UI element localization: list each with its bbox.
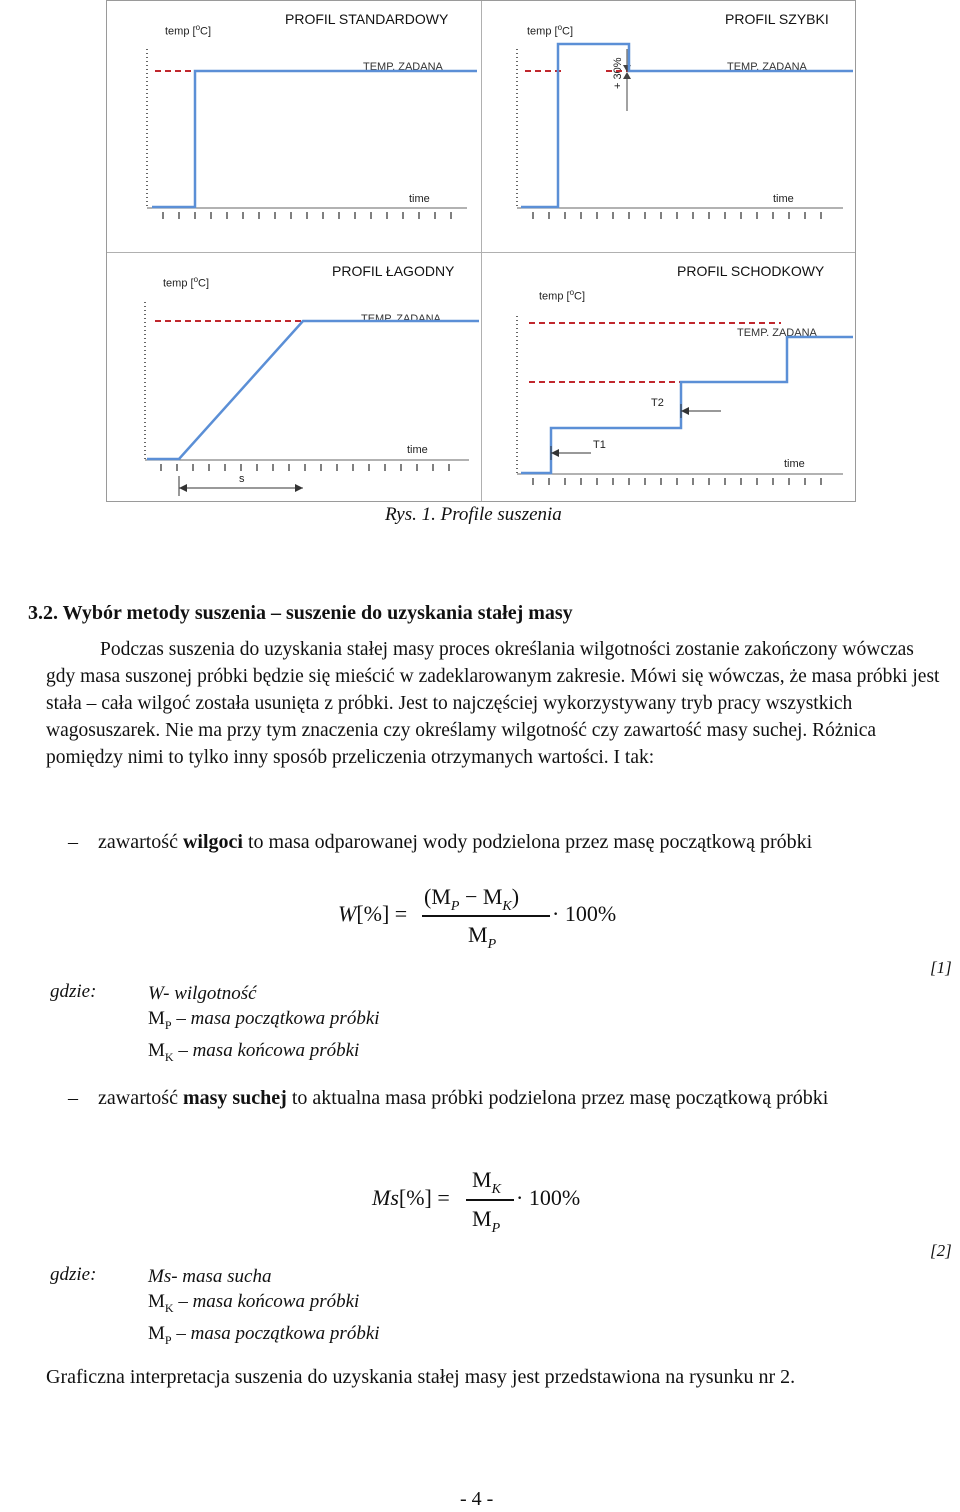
defs1-list bbox=[148, 981, 380, 1070]
panel-fast-plot bbox=[481, 1, 855, 252]
panel-gentle-ramp-label: s bbox=[239, 473, 245, 485]
section-title: Wybór metody suszenia – suszenie do uzyskania stałej masy bbox=[62, 602, 573, 624]
panel-step-t2-label: T2 bbox=[651, 397, 664, 409]
panel-step-t1-label: T1 bbox=[593, 439, 606, 451]
x-axis-ticks bbox=[161, 464, 449, 471]
bullet-dry-mass-text: zawartość masy suchej to aktualna masa próbki podzielona przez masę początkową próbki bbox=[98, 1087, 829, 1109]
formula2-fraction-bar bbox=[466, 1199, 514, 1201]
panel-gentle-x-label: time bbox=[407, 444, 428, 456]
overshoot-arrow-up bbox=[623, 72, 631, 79]
formula2-numerator: $M_K$ bbox=[472, 1167, 501, 1197]
formula2-factor: · 100% bbox=[516, 1185, 581, 1210]
panel-fast-y-label: temp [$^o$C] bbox=[527, 23, 574, 38]
defs2-list bbox=[148, 1264, 380, 1353]
defs1-line-mp: $M_P$ – masa początkowa próbki bbox=[148, 1008, 380, 1032]
panel-gentle-y-label: temp [$^o$C] bbox=[163, 275, 210, 290]
panel-standard-y-label: temp [$^o$C] bbox=[165, 23, 212, 38]
panel-gentle-setpoint-label: TEMP. ZADANA bbox=[361, 313, 441, 325]
drying-profiles-figure bbox=[106, 0, 856, 502]
formula2-denominator: $M_P$ bbox=[472, 1206, 501, 1236]
panel-step-x-label: time bbox=[784, 458, 805, 470]
panel-gentle-plot bbox=[107, 252, 481, 503]
panel-step-y-label: temp [$^o$C] bbox=[539, 288, 586, 303]
panel-fast-title: PROFIL SZYBKI bbox=[725, 11, 829, 27]
x-axis-ticks bbox=[163, 212, 451, 219]
formula1-numerator: $(M_P - M_K)$ bbox=[424, 884, 520, 914]
equation-number-2: [2] bbox=[930, 1241, 952, 1260]
equation-number-1: [1] bbox=[930, 958, 952, 977]
defs2-line-mk: $M_K$ – masa końcowa próbki bbox=[148, 1291, 360, 1315]
panel-step-title: PROFIL SCHODKOWY bbox=[677, 263, 825, 279]
panel-gentle-title: PROFIL ŁAGODNY bbox=[332, 263, 455, 279]
panel-step-plot bbox=[481, 252, 855, 503]
section-heading bbox=[28, 602, 573, 625]
formula1-fraction-bar bbox=[422, 915, 550, 917]
defs2-where-label: gdzie: bbox=[50, 1264, 97, 1285]
panel-standard-plot bbox=[107, 1, 481, 252]
panel-standard-title: PROFIL STANDARDOWY bbox=[285, 11, 449, 27]
profile-line bbox=[147, 321, 479, 459]
formula2-lhs: Ms[%] = bbox=[372, 1185, 450, 1210]
page-number: - 4 - bbox=[460, 1488, 494, 1510]
formula1-lhs: W[%] = bbox=[338, 901, 408, 926]
formula1-factor: · 100% bbox=[552, 901, 617, 926]
defs1-line-mk: $M_K$ – masa końcowa próbki bbox=[148, 1039, 360, 1064]
closing-paragraph: Graficzna interpretacja suszenia do uzyskania stałej masy jest przedstawiona na rysunku nr 2. bbox=[46, 1366, 796, 1388]
panel-standard-x-label: time bbox=[409, 193, 430, 205]
ramp-arrow-right bbox=[295, 484, 303, 492]
panel-fast-setpoint-label: TEMP. ZADANA bbox=[727, 61, 807, 73]
panel-fast-overshoot-label: + 30% bbox=[612, 57, 624, 89]
bullet-dash: – bbox=[68, 831, 78, 853]
profile-line bbox=[152, 71, 477, 207]
bullet-dash: – bbox=[68, 1087, 78, 1109]
defs2-line-mp: $M_P$ – masa początkowa próbki bbox=[148, 1322, 380, 1347]
intro-paragraph: Podczas suszenia do uzyskania stałej masy proces określania wilgotności zostanie zakończony wówczas gdy masa suszonej próbki będzie się mieścić w zadeklarowanym zakresie. Mówi się wówczas, że masa próbki jest stała – cała wilgoć została usunięta z próbki. Jest to najczęściej wykorzystywany tryb pracy wszystkich wagosuszarek. Nie ma przy tym znaczenia czy określamy wilgotność czy zawartość masy suchej. Różnica pomiędzy nimi to tylko inny sposób przeliczenia otrzymanych wartości. I tak: bbox=[46, 639, 940, 768]
profile-line bbox=[521, 44, 853, 207]
panel-standard-setpoint-label: TEMP. ZADANA bbox=[363, 61, 443, 73]
defs2-line-ms: Ms- masa sucha bbox=[148, 1266, 272, 1287]
ramp-arrow-left bbox=[179, 484, 187, 492]
bullet-moisture-text: zawartość wilgoci to masa odparowanej wody podzielona przez masę początkową próbki bbox=[98, 831, 813, 853]
defs1-where-label: gdzie: bbox=[50, 981, 97, 1002]
defs1-line-w: W- wilgotność bbox=[148, 983, 257, 1004]
figure-caption: Rys. 1. Profile suszenia bbox=[385, 504, 562, 525]
section-number: 3.2. bbox=[28, 602, 58, 624]
x-axis-ticks bbox=[533, 478, 821, 485]
panel-step-setpoint-label: TEMP. ZADANA bbox=[737, 327, 817, 339]
panel-fast-x-label: time bbox=[773, 193, 794, 205]
x-axis-ticks bbox=[533, 212, 821, 219]
formula1-denominator: $M_P$ bbox=[468, 922, 497, 952]
